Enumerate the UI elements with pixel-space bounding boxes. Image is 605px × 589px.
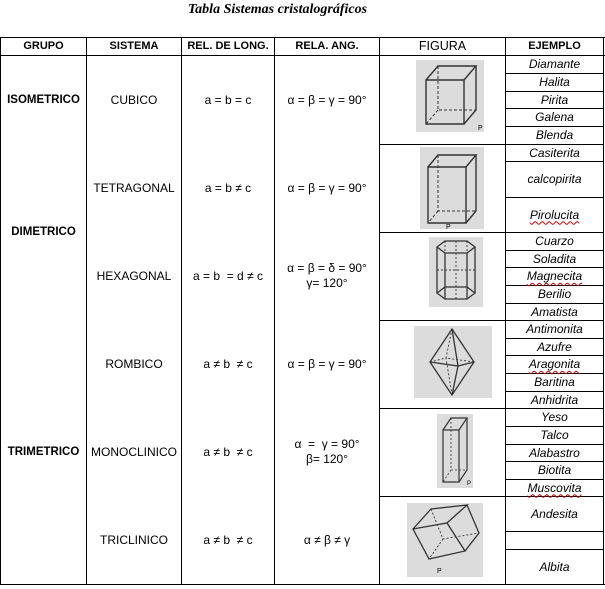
table-border-bottom <box>0 584 605 585</box>
rel-ang-line-2: β= 120° <box>305 452 349 466</box>
example-item <box>506 198 603 232</box>
system-name: CUBICO <box>110 92 158 107</box>
system-name: HEXAGONAL <box>96 268 172 283</box>
example-item <box>506 356 603 373</box>
example-item: Cuarzo <box>535 234 574 248</box>
triclinic-crystal-figure <box>407 503 483 577</box>
figure-label: P <box>467 481 472 487</box>
system-name: ROMBICO <box>105 356 163 371</box>
rel-ang-line-1: α = β = γ = 90° <box>287 356 367 371</box>
example-text: Magnecita <box>526 269 583 283</box>
system-name: TRICLINICO <box>99 532 168 547</box>
col-line-4 <box>379 37 380 585</box>
header-sistema: SISTEMA <box>109 39 159 52</box>
system-name: MONOCLINICO <box>90 444 177 459</box>
example-item: Baritina <box>534 375 575 389</box>
example-item: Halita <box>539 75 570 89</box>
example-item: Berilio <box>537 287 572 301</box>
example-item: Antimonita <box>526 322 583 336</box>
rel-ang-value <box>275 408 379 496</box>
col-line-6 <box>603 37 604 585</box>
header-rel-ang: RELA. ANG. <box>295 39 359 52</box>
rel-ang-line-2: γ= 120° <box>306 276 348 290</box>
rel-long-value: a = b ≠ c <box>204 180 252 195</box>
example-item: Yeso <box>541 410 568 424</box>
monoclinic-crystal-figure <box>437 414 473 488</box>
rel-ang-line-1: α = β = γ = 90° <box>287 180 367 195</box>
example-item: Casiterita <box>529 145 580 160</box>
header-grupo: GRUPO <box>23 39 64 52</box>
example-item: Diamante <box>528 57 581 71</box>
rel-ang-value <box>275 496 379 584</box>
header-ejemplo: EJEMPLO <box>528 39 581 52</box>
group-trimetrico: TRIMETRICO <box>7 445 80 458</box>
example-item: Azufre <box>537 339 572 354</box>
example-item <box>506 268 603 285</box>
example-item: Pirita <box>540 92 569 107</box>
group-dimetrico: DIMETRICO <box>11 225 76 238</box>
rel-long-value: a ≠ b ≠ c <box>203 532 253 547</box>
rel-ang-value <box>275 144 379 232</box>
example-item: Soladita <box>532 251 577 266</box>
system-name: TETRAGONAL <box>93 180 175 195</box>
hexagonal-crystal-figure <box>429 237 483 307</box>
example-text: Aragonita <box>528 357 581 371</box>
tetragonal-crystal-figure <box>420 147 484 229</box>
example-item: Blenda <box>535 128 574 142</box>
figure-label: P <box>446 224 451 229</box>
crystal-systems-table <box>0 37 605 585</box>
cubic-crystal-figure <box>416 60 484 132</box>
rel-long-value: a = b = c <box>204 92 252 107</box>
example-item: Biotita <box>537 463 572 477</box>
example-item: Talco <box>540 428 569 442</box>
example-item: Andesita <box>531 506 578 521</box>
figure-label: P <box>437 568 442 575</box>
example-item-empty <box>506 532 603 549</box>
example-text: Pirolucita <box>529 207 580 222</box>
rel-ang-line-1: α = β = δ = 90° <box>287 261 367 275</box>
header-figura: FIGURA <box>418 38 467 53</box>
example-item <box>506 480 603 496</box>
rel-ang-value <box>275 320 379 408</box>
example-item: Amatista <box>531 304 578 319</box>
example-item: calcopirita <box>527 172 582 186</box>
rel-ang-value <box>275 56 379 144</box>
rel-ang-line-1: α = β = γ = 90° <box>287 92 367 107</box>
rel-ang-value <box>275 232 379 320</box>
rel-ang-line-1: α = γ = 90° <box>294 437 360 451</box>
group-isometrico: ISOMETRICO <box>7 93 80 106</box>
table-title: Tabla Sistemas cristalográficos <box>187 2 368 17</box>
example-item: Alabastro <box>529 445 580 460</box>
rel-long-value: a ≠ b ≠ c <box>203 444 253 459</box>
example-item: Albita <box>539 559 570 574</box>
rombic-crystal-figure <box>414 326 492 398</box>
header-rel-long: REL. DE LONG. <box>187 39 269 52</box>
example-item: Anhidrita <box>530 392 579 407</box>
rel-long-value: a ≠ b ≠ c <box>203 356 253 371</box>
figure-label: P <box>478 125 483 132</box>
rel-ang-line-1: α ≠ β ≠ γ <box>303 532 351 547</box>
rel-long-value: a = b = d ≠ c <box>193 268 263 283</box>
example-text: Muscovita <box>527 480 582 495</box>
example-item: Galena <box>535 110 574 124</box>
